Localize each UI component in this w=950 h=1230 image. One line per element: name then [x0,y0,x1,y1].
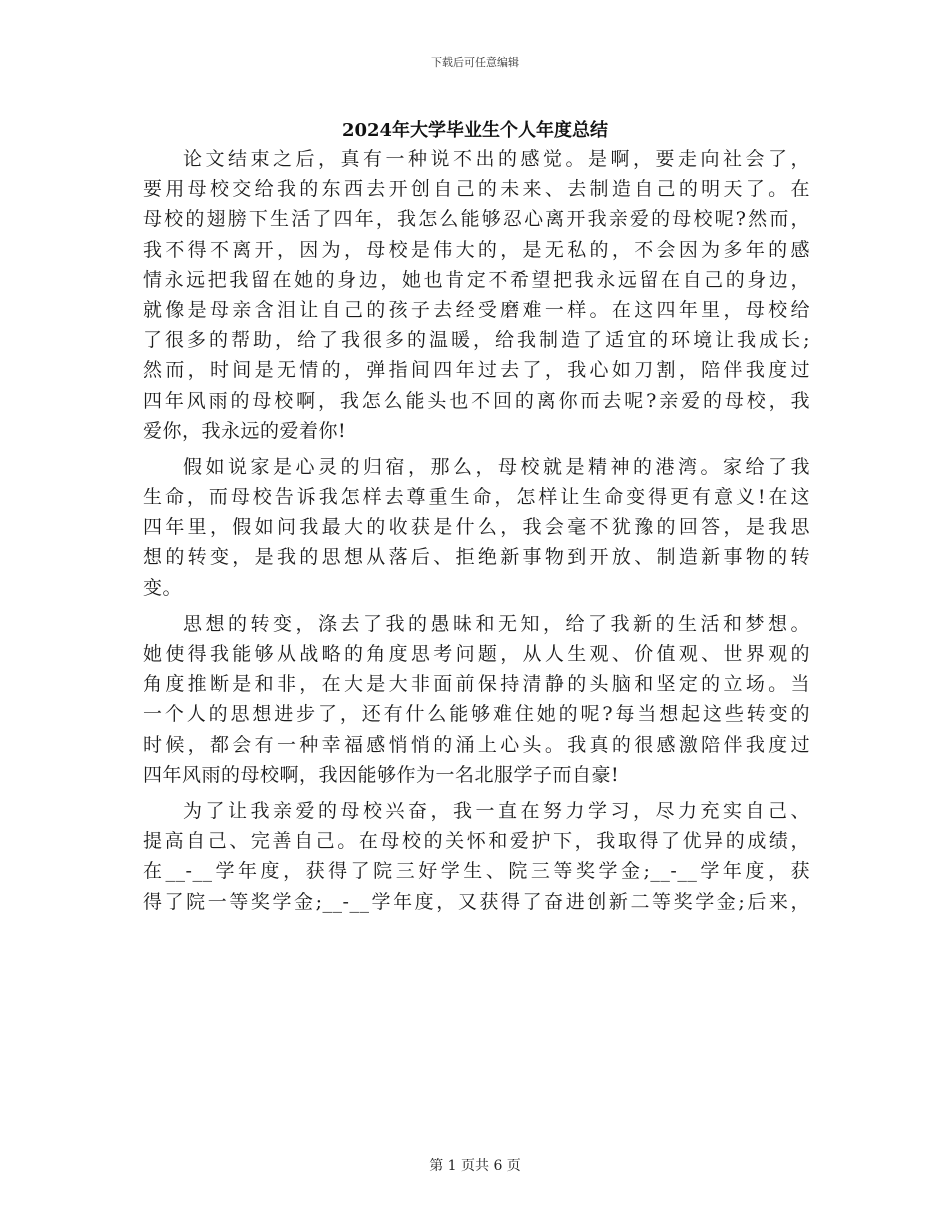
document-title: 2024年大学毕业生个人年度总结 [341,120,609,141]
page-footer: 第 1 页共 6 页 [429,1158,521,1174]
text-line: 她使得我能够从战略的角度思考问题，从人生观、价值观、世界观的 [143,643,810,665]
text-line: 一个人的思想进步了，还有什么能够难住她的呢?每当想起这些转变的 [143,703,810,726]
text-line: 就像是母亲含泪让自己的孩子去经受磨难一样。在这四年里，母校给 [143,298,810,321]
text-line: 四年风雨的母校啊，我因能够作为一名北服学子而自豪! [143,763,620,786]
paragraph [143,609,810,790]
text-line: 情永远把我留在她的身边，她也肯定不希望把我永远留在自己的身边， [143,268,810,291]
paragraph [143,452,810,603]
text-line: 假如说家是心灵的归宿，那么，母校就是精神的港湾。家给了我 [183,455,810,478]
header-note: 下载后可任意编辑 [431,56,519,69]
text-line: 在__-__学年度，获得了院三好学生、院三等奖学金;__-__学年度，获 [143,860,810,883]
text-line: 四年里，假如问我最大的收获是什么，我会毫不犹豫的回答，是我思 [143,516,810,539]
text-line: 了很多的帮助，给了我很多的温暖，给我制造了适宜的环境让我成长; [143,329,810,352]
text-line: 时候，都会有一种幸福感悄悄的涌上心头。我真的很感激陪伴我度过 [143,733,810,756]
paragraph [143,796,810,917]
text-line: 然而，时间是无情的，弹指间四年过去了，我心如刀割，陪伴我度过 [143,359,810,382]
text-line: 母校的翅膀下生活了四年，我怎么能够忍心离开我亲爱的母校呢?然而， [143,208,810,231]
text-line: 四年风雨的母校啊，我怎么能头也不回的离你而去呢?亲爱的母校，我 [143,389,810,412]
text-line: 思想的转变，涤去了我的愚昧和无知，给了我新的生活和梦想。 [183,612,810,635]
text-line: 得了院一等奖学金;__-__学年度，又获得了奋进创新二等奖学金;后来， [143,890,810,913]
text-line: 论文结束之后，真有一种说不出的感觉。是啊，要走向社会了， [183,148,810,170]
text-line: 为了让我亲爱的母校兴奋，我一直在努力学习，尽力充实自己、 [183,799,810,822]
text-line: 角度推断是和非，在大是大非面前保持清静的头脑和坚定的立场。当 [143,673,810,696]
text-line: 要用母校交给我的东西去开创自己的未来、去制造自己的明天了。在 [143,178,810,201]
text-line: 变。 [143,576,183,599]
document-body [143,144,810,923]
text-line: 爱你，我永远的爱着你! [143,419,347,442]
text-line: 我不得不离开，因为，母校是伟大的，是无私的，不会因为多年的感 [143,238,810,261]
text-line: 想的转变，是我的思想从落后、拒绝新事物到开放、制造新事物的转 [143,546,810,569]
paragraph [143,144,810,446]
text-line: 提高自己、完善自己。在母校的关怀和爱护下，我取得了优异的成绩， [143,830,810,853]
text-line: 生命，而母校告诉我怎样去尊重生命，怎样让生命变得更有意义!在这 [143,486,810,509]
